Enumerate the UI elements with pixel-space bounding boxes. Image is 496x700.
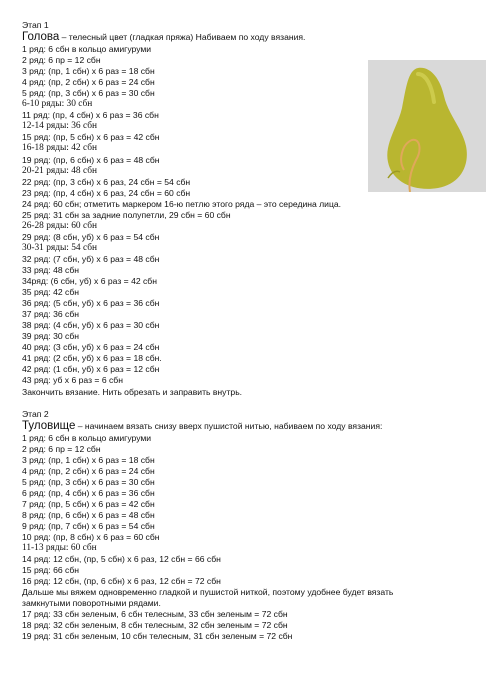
instruction-row: 34ряд: (6 сбн, уб) х 6 раз = 42 сбн: [22, 276, 157, 287]
instruction-row: 5 ряд: (пр, 3 сбн) х 6 раз = 30 сбн: [22, 476, 155, 487]
instruction-row: 30-31 ряды: 54 сбн: [22, 242, 98, 253]
instruction-row: 25 ряд: 31 сбн за задние полупетли, 29 сбн = 60 сбн: [22, 209, 231, 220]
instruction-row: 39 ряд: 30 сбн: [22, 331, 79, 342]
instruction-row: 1 ряд: 6 сбн в кольцо амигуруми: [22, 44, 152, 55]
instruction-row: 22 ряд: (пр, 3 сбн) х 6 раз, 24 сбн = 54 сбн: [22, 176, 191, 187]
instruction-row: Дальше мы вяжем одновременно гладкой и пушистой ниткой, поэтому удобнее будет вязать: [22, 587, 394, 598]
instruction-row: 38 ряд: (4 сбн, уб) х 6 раз = 30 сбн: [22, 320, 160, 331]
instruction-row: 16-18 ряды: 42 сбн: [22, 143, 98, 154]
instruction-row: 1 ряд: 6 сбн в кольцо амигуруми: [22, 432, 152, 443]
stage1-heading: [22, 31, 482, 44]
instruction-row: 7 ряд: (пр, 5 сбн) х 6 раз = 42 сбн: [22, 498, 155, 509]
stage1-heading-rest: – телесный цвет (гладкая пряжа) Набиваем по ходу вязания.: [59, 32, 306, 43]
stage1-heading-word: Голова: [22, 31, 60, 44]
instruction-row: 12-14 ряды: 36 сбн: [22, 121, 98, 132]
instruction-row: 20-21 ряды: 48 сбн: [22, 165, 98, 176]
instruction-row: 6 ряд: (пр, 4 сбн) х 6 раз = 36 сбн: [22, 487, 155, 498]
stage2-title: Этап 2: [22, 408, 49, 419]
stage1-title: Этап 1: [22, 20, 49, 30]
stage2-heading-word: Туловище: [22, 419, 76, 432]
instruction-row: 11-13 ряды: 60 сбн: [22, 543, 97, 554]
instruction-row: 2 ряд: 6 пр = 12 сбн: [22, 55, 101, 66]
instruction-row: 42 ряд: (1 сбн, уб) х 6 раз = 12 сбн: [22, 364, 160, 375]
instruction-row: замкнутыми поворотными рядами.: [22, 598, 161, 609]
stage2-heading: [22, 420, 482, 433]
instruction-row: 26-28 ряды: 60 сбн: [22, 220, 98, 231]
instruction-row: 14 ряд: 12 сбн, (пр, 5 сбн) х 6 раз, 12 сбн = 66 сбн: [22, 554, 221, 565]
instruction-row: 15 ряд: (пр, 5 сбн) х 6 раз = 42 сбн: [22, 132, 160, 143]
instruction-row: 36 ряд: (5 сбн, уб) х 6 раз = 36 сбн: [22, 298, 160, 309]
instruction-row: 3 ряд: (пр, 1 сбн) х 6 раз = 18 сбн: [22, 66, 155, 77]
instruction-row: 35 ряд: 42 сбн: [22, 287, 79, 298]
instruction-row: Закончить вязание. Нить обрезать и заправить внутрь.: [22, 386, 243, 397]
instruction-row: 40 ряд: (3 сбн, уб) х 6 раз = 24 сбн: [22, 342, 160, 353]
instruction-row: 43 ряд: уб х 6 раз = 6 сбн: [22, 375, 123, 386]
instruction-row: 32 ряд: (7 сбн, уб) х 6 раз = 48 сбн: [22, 253, 160, 264]
instruction-row: 29 ряд: (8 сбн, уб) х 6 раз = 54 сбн: [22, 231, 160, 242]
instruction-row: 8 ряд: (пр, 6 сбн) х 6 раз = 48 сбн: [22, 509, 155, 520]
instruction-row: 4 ряд: (пр, 2 сбн) х 6 раз = 24 сбн: [22, 77, 155, 88]
stage2-heading-rest: – начинаем вязать снизу вверх пушистой нитью, набиваем по ходу вязания:: [75, 420, 383, 431]
knitted-head-photo: [368, 60, 486, 192]
instruction-row: 2 ряд: 6 пр = 12 сбн: [22, 443, 101, 454]
instruction-row: 5 ряд: (пр, 3 сбн) х 6 раз = 30 сбн: [22, 88, 155, 99]
section-spacer: [22, 398, 482, 409]
instruction-row: 23 ряд: (пр, 4 сбн) х 6 раз, 24 сбн = 60 сбн: [22, 187, 191, 198]
instruction-row: 19 ряд: 31 сбн зеленым, 10 сбн телесным, 31 сбн зеленым = 72 сбн: [22, 631, 293, 642]
instruction-row: 10 ряд: (пр, 8 сбн) х 6 раз = 60 сбн: [22, 532, 160, 543]
instruction-row: 33 ряд: 48 сбн: [22, 264, 79, 275]
instruction-row: 18 ряд: 32 сбн зеленым, 8 сбн телесным, 32 сбн зеленым = 72 сбн: [22, 620, 288, 631]
stage2-rows: [22, 433, 482, 643]
instruction-row: 6-10 ряды: 30 сбн: [22, 99, 93, 110]
instruction-row: 9 ряд: (пр, 7 сбн) х 6 раз = 54 сбн: [22, 520, 155, 531]
instruction-row: 24 ряд: 60 сбн; отметить маркером 16-ю петлю этого ряда – это середина лица.: [22, 198, 342, 209]
instruction-row: 17 ряд: 33 сбн зеленым, 6 сбн телесным, 33 сбн зеленым = 72 сбн: [22, 609, 288, 620]
instruction-row: 16 ряд: 12 сбн, (пр, 6 сбн) х 6 раз, 12 сбн = 72 сбн: [22, 576, 221, 587]
instruction-row: 37 ряд: 36 сбн: [22, 309, 79, 320]
instruction-row: 19 ряд: (пр, 6 сбн) х 6 раз = 48 сбн: [22, 154, 160, 165]
instruction-row: 15 ряд: 66 сбн: [22, 565, 79, 576]
instruction-row: 41 ряд: (2 сбн, уб) х 6 раз = 18 сбн.: [22, 353, 162, 364]
instruction-row: 11 ряд: (пр, 4 сбн) х 6 раз = 36 сбн: [22, 110, 159, 121]
instruction-row: 4 ряд: (пр, 2 сбн) х 6 раз = 24 сбн: [22, 465, 155, 476]
knitted-head-image: [368, 60, 486, 192]
instruction-row: 3 ряд: (пр, 1 сбн) х 6 раз = 18 сбн: [22, 454, 155, 465]
